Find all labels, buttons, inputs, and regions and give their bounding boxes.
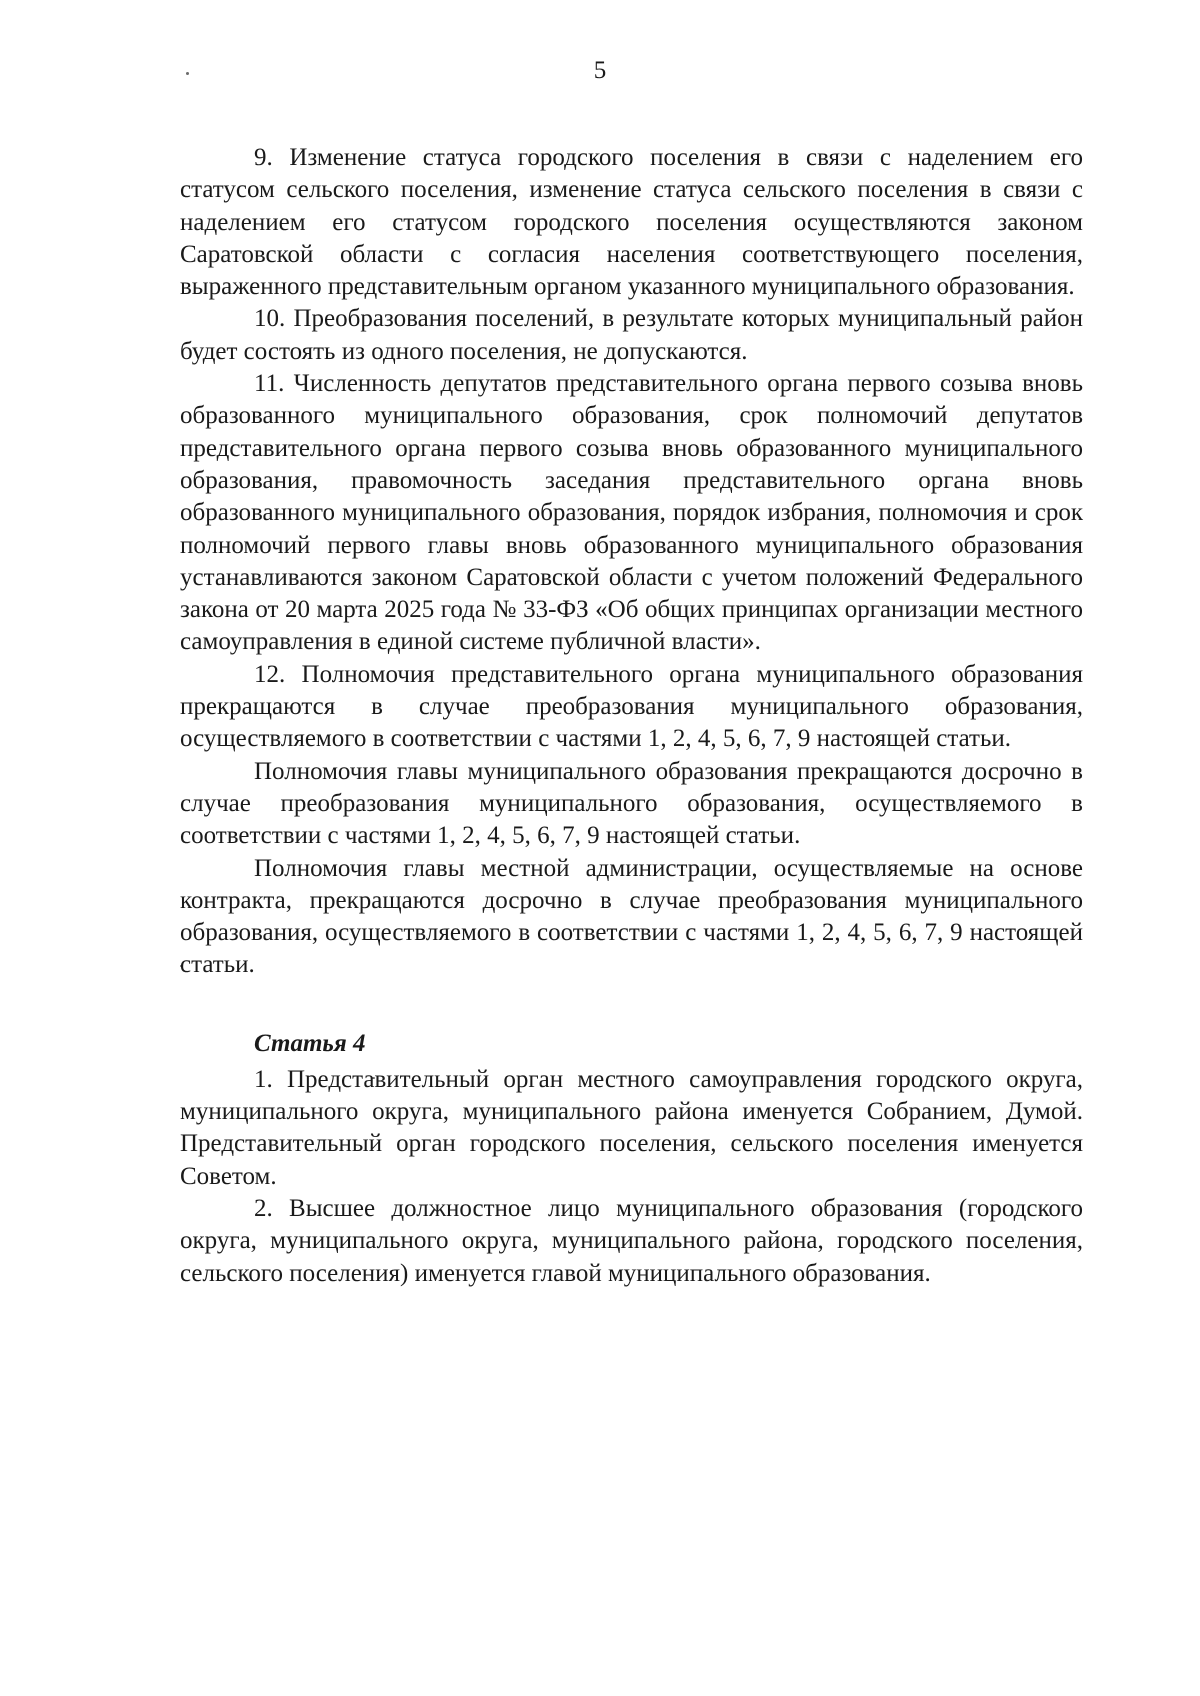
paragraph-head-powers: Полномочия главы муниципального образования прекращаются досрочно в случае преобразования муниципального образования, осуществляемого в соответствии с частями 1, 2, 4, 5, 6, 7, 9 настоящей статьи. [180,757,1083,850]
paragraph-article4-part-2: 2. Высшее должностное лицо муниципального образования (городского округа, муниципального округа, муниципального района, городского поселения, сельского поселения) именуется главой муниципального образования. [180,1194,1083,1287]
paragraph-part-9: 9. Изменение статуса городского поселения в связи с наделением его статусом сельского поселения, изменение статуса сельского поселения в связи с наделением его статусом городского поселения осуществляются законом Саратовской области с согласия населения соответствующего поселения, выраженного представительным органом указанного муниципального образования. [180,144,1083,301]
paragraph-part-12: 12. Полномочия представительного органа муниципального образования прекращаются в случае преобразования муниципального образования, осуществляемого в соответствии с частями 1, 2, 4, 5, 6, 7, 9 настоящей статьи. [180,660,1083,753]
paragraph-admin-head-powers: Полномочия главы местной администрации, осуществляемые на основе контракта, прекращаются досрочно в случае преобразования муниципального образования, осуществляемого в соответствии с частями 1, 2, 4, 5, 6, 7, 9 настоящей статьи. [180,854,1083,979]
article-heading: Статья 4 [254,1029,366,1057]
paragraph-article4-part-1: 1. Представительный орган местного самоуправления городского округа, муниципального округа, муниципального района именуется Собранием, Думой. Представительный орган городского поселения, сельского поселения именуется Советом. [180,1065,1083,1190]
document-body [180,142,1083,1290]
scan-speck [186,72,189,75]
paragraph-part-11: 11. Численность депутатов представительного органа первого созыва вновь образованного муниципального образования, срок полномочий депутатов представительного органа первого созыва вновь образованного муниципального образования, правомочность заседания представительного органа вновь образованного муниципального образования, порядок избрания, полномочия и срок полномочий первого главы вновь образованного муниципального образования устанавливаются законом Саратовской области с учетом положений Федерального закона от 20 марта 2025 года № 33-ФЗ «Об общих принципах организации местного самоуправления в единой системе публичной власти». [180,370,1083,656]
page-number: 5 [593,57,607,84]
paragraph-part-10: 10. Преобразования поселений, в результате которых муниципальный район будет состоять из одного поселения, не допускаются. [180,305,1083,365]
